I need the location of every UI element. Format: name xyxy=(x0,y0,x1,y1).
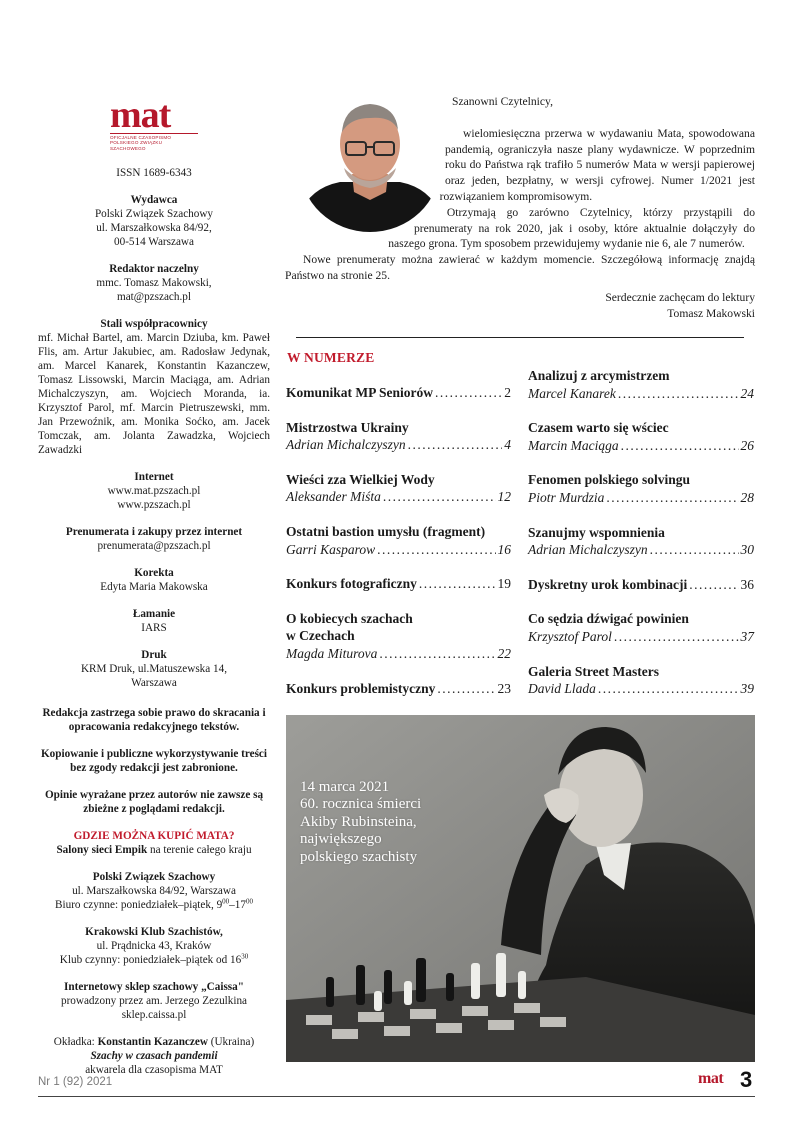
toc-page: 39 xyxy=(740,681,754,697)
toc-author: Adrian Michalczyszyn xyxy=(286,437,406,453)
toc-title: Komunikat MP Seniorów xyxy=(286,385,434,400)
caissa-link[interactable]: sklep.caissa.pl xyxy=(121,1009,187,1022)
photo-illustration xyxy=(286,715,755,1062)
cover-country: (Ukraina) xyxy=(207,1036,255,1049)
cover-note: akwarela dla czasopisma MAT xyxy=(85,1064,223,1077)
toc-title: Co sędzia dźwigać powinien xyxy=(528,611,689,627)
contents-left-column xyxy=(286,384,511,697)
publisher-heading: Wydawca xyxy=(130,194,178,207)
cover-label: Okładka: xyxy=(53,1036,98,1049)
print-line: KRM Druk, ul.Matuszewska 14, xyxy=(80,663,228,676)
typesetting-heading: Łamanie xyxy=(132,608,176,621)
toc-title: Fenomen polskiego solvingu xyxy=(528,472,691,488)
toc-page: 12 xyxy=(497,489,511,505)
caissa-heading: Internetowy sklep szachowy „Caissa" xyxy=(64,981,244,994)
toc-author: Magda Miturova xyxy=(286,645,378,661)
toc-title: Szanujmy wspomnienia xyxy=(528,524,665,540)
cover-title: Szachy w czasach pandemii xyxy=(90,1050,218,1063)
letter-paragraph: wielomiesięczna przerwa w wydawaniu Mata, spowodowana pandemią, ograniczyła nasze plany wydawnicze. W poprzednim roku do Państwa rąk trafiło 5 numerów Mata w wersji papierowej oraz jeden, bezpłatny, w wersji cyfrowej. Numer 1/2021 jest rozwiązaniem kompromisowym. xyxy=(439,126,755,203)
toc-entry[interactable] xyxy=(528,419,754,454)
proofreading-name: Edyta Maria Makowska xyxy=(100,581,208,594)
toc-title: Galeria Street Masters xyxy=(528,663,659,679)
issn: ISSN 1689-6343 xyxy=(116,167,192,180)
krakow-club-block xyxy=(38,925,270,967)
pzszach-hours: Biuro czynne: poniedziałek–piątek, $9^{00}-17^{00}$ xyxy=(55,897,253,912)
where-to-buy-rest: na terenie całego kraju xyxy=(147,844,252,857)
toc-entry[interactable] xyxy=(286,575,511,593)
toc-page: 36 xyxy=(740,576,754,592)
letter-closing: Serdecznie zachęcam do lektury xyxy=(605,290,755,304)
toc-page: 37 xyxy=(740,628,754,644)
toc-author: Piotr Murdzia xyxy=(528,489,605,505)
publisher-line: 00-514 Warszawa xyxy=(114,236,194,249)
publisher-line: Polski Związek Szachowy xyxy=(94,208,214,221)
logo-wordmark: mat xyxy=(110,94,171,136)
contributors-block xyxy=(38,317,270,457)
toc-page: 16 xyxy=(497,541,511,557)
subscription-block xyxy=(38,525,270,553)
page-number: 3 xyxy=(740,1067,753,1092)
typesetting-name: IARS xyxy=(141,622,167,635)
editor-heading: Redaktor naczelny xyxy=(109,263,199,276)
subscription-heading: Prenumerata i zakupy przez internet xyxy=(65,526,243,539)
typesetting-block xyxy=(38,607,270,635)
print-block xyxy=(38,648,270,690)
footer-rule xyxy=(38,1096,755,1097)
notice: Redakcja zastrzega sobie prawo do skracania i opracowania redakcyjnego tekstów. xyxy=(42,707,266,734)
toc-title: Konkurs fotograficzny xyxy=(286,576,417,592)
toc-entry[interactable] xyxy=(286,419,511,454)
internet-heading: Internet xyxy=(134,471,174,484)
notice: Kopiowanie i publiczne wykorzystywanie treści bez zgody redakcji jest zabronione. xyxy=(40,748,268,775)
toc-title: Ostatni bastion umysłu (fragment) xyxy=(286,523,486,539)
where-to-buy-heading: GDZIE MOŻNA KUPIĆ MATA? xyxy=(73,830,235,843)
toc-page: 30 xyxy=(740,542,754,558)
krakow-club-heading: Krakowski Klub Szachistów, xyxy=(85,926,223,939)
toc-page: 2 xyxy=(504,385,511,400)
toc-title: Mistrzostwa Ukrainy xyxy=(286,419,409,435)
toc-author: Garri Kasparow xyxy=(286,541,376,557)
toc-page: 4 xyxy=(504,437,511,453)
divider-rule xyxy=(296,337,744,338)
toc-title: Dyskretny urok kombinacji xyxy=(528,576,688,592)
cover-artist: Konstantin Kazanczew xyxy=(97,1036,208,1049)
letter-signature: Tomasz Makowski xyxy=(667,306,755,320)
toc-entry[interactable] xyxy=(286,471,511,506)
toc-page: 26 xyxy=(740,437,754,453)
toc-page: 22 xyxy=(497,645,511,661)
krakow-club-hours: Klub czynny: poniedziałek–piątek od $16^{30}$ xyxy=(59,952,249,967)
editor-block xyxy=(38,262,270,304)
letter-paragraph: Nowe prenumeraty można zawierać w każdym momencie. Szczegółową informację znajdą Państwo na stronie 25. xyxy=(285,253,755,282)
rubinstein-photo xyxy=(286,715,755,1062)
pzszach-heading: Polski Związek Szachowy xyxy=(92,871,216,884)
toc-page: 23 xyxy=(497,680,511,696)
toc-title: Konkurs problemistyczny xyxy=(286,680,436,696)
editor-line: mmc. Tomasz Makowski, xyxy=(96,277,212,290)
toc-page: 19 xyxy=(497,576,511,592)
contributors-heading: Stali współpracownicy xyxy=(100,318,208,331)
toc-author: Krzysztof Parol xyxy=(528,628,612,644)
toc-entry[interactable] xyxy=(528,471,754,506)
toc-author: David Llada xyxy=(528,681,596,697)
toc-title-line2: w Czechach xyxy=(286,628,355,644)
toc-author: Marcin Maciąga xyxy=(528,437,619,453)
caissa-line: prowadzony przez am. Jerzego Zezulkina xyxy=(60,995,248,1008)
krakow-club-address: ul. Prądnicka 43, Kraków xyxy=(96,940,212,953)
cover-credit-block xyxy=(38,1035,270,1077)
contributors-list: mf. Michał Bartel, am. Marcin Dziuba, km. Paweł Flis, am. Artur Jakubiec, am. Radosław Jedynak, am. Marcel Kanarek, Konstantin Kazanczew, Tomasz Lissowski, Marcin Maciąga, am. Adrian Michalczyszyn, am. Wojciech Moranda, ia. Krzysztof Parol, mf. Marcin Pietruszewski, mm. Jan Przewoźnik, am. Monika Soćko, am. Jacek Tomczak, am. Jolanta Zawadzka, Wojciech Zawadzki xyxy=(38,332,270,457)
toc-title: O kobiecych szachach xyxy=(286,610,413,626)
toc-entry[interactable] xyxy=(528,610,754,645)
toc-author: Marcel Kanarek xyxy=(528,385,616,401)
toc-entry[interactable] xyxy=(286,523,511,558)
logo-tagline: OFICJALNE CZASOPISMO POLSKIEGO ZWIĄZKU SZACHOWEGO xyxy=(110,133,198,151)
print-heading: Druk xyxy=(141,649,167,662)
editor-email[interactable]: mat@pzszach.pl xyxy=(117,291,191,304)
toc-entry[interactable] xyxy=(528,367,754,402)
proofreading-heading: Korekta xyxy=(134,567,174,580)
issue-number: Nr 1 (92) 2021 xyxy=(38,1076,113,1088)
toc-entry[interactable] xyxy=(286,610,511,663)
footer-logo: mat xyxy=(698,1070,724,1087)
letter-greeting: Szanowni Czytelnicy, xyxy=(452,95,553,108)
masthead-column xyxy=(38,94,270,1077)
subscription-email[interactable]: prenumerata@pzszach.pl xyxy=(97,540,211,553)
pzszach-address: ul. Marszałkowska 84/92, Warszawa xyxy=(72,885,236,898)
toc-title: Analizuj z arcymistrzem xyxy=(528,368,670,383)
publisher-block xyxy=(38,193,270,249)
toc-entry[interactable] xyxy=(528,663,754,698)
caissa-block xyxy=(38,980,270,1022)
notice: Opinie wyrażane przez autorów nie zawsze są zbieżne z poglądami redakcji. xyxy=(44,789,264,816)
editor-letter xyxy=(285,94,755,321)
toc-author: Adrian Michalczyszyn xyxy=(528,542,648,558)
where-to-buy-block xyxy=(38,829,270,857)
contents-right-column xyxy=(528,367,754,698)
mat-logo[interactable] xyxy=(106,94,202,151)
toc-entry[interactable] xyxy=(528,524,754,559)
empik-store: Salony sieci Empik xyxy=(56,844,148,857)
toc-entry[interactable] xyxy=(286,680,511,698)
pzszach-block xyxy=(38,870,270,912)
photo-caption: 14 marca 2021 60. rocznica śmierci Akiby Rubinsteina, największego polskiego szachisty xyxy=(300,779,422,865)
toc-title: Wieści zza Wielkiej Wody xyxy=(286,471,435,487)
letter-paragraph: Otrzymają go zarówno Czytelnicy, którzy przystąpili do prenumeraty na rok 2020, jak i osoby, które aktualnie dołączyły do naszego grona. Tym sposobem przewidujemy wydanie nie 6, ale 7 numerów. xyxy=(388,205,755,251)
contents-title: W NUMERZE xyxy=(287,350,375,365)
internet-block xyxy=(38,470,270,512)
proofreading-block xyxy=(38,566,270,594)
website-link[interactable]: www.pzszach.pl xyxy=(117,499,191,512)
website-link[interactable]: www.mat.pzszach.pl xyxy=(107,485,201,498)
toc-title: Czasem warto się wściec xyxy=(528,420,669,436)
toc-entry[interactable] xyxy=(528,576,754,594)
toc-entry[interactable] xyxy=(286,384,511,402)
toc-page: 28 xyxy=(740,489,754,505)
print-line: Warszawa xyxy=(131,677,177,690)
publisher-line: ul. Marszałkowska 84/92, xyxy=(96,222,212,235)
toc-page: 24 xyxy=(740,385,754,401)
toc-author: Aleksander Miśta xyxy=(286,489,381,505)
